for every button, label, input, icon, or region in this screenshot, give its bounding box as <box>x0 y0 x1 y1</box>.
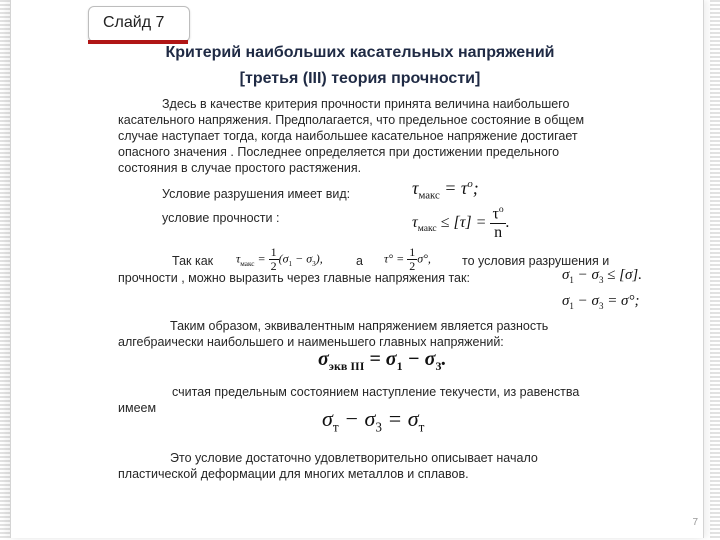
formula-failure-principal: $\sigma_1 - \sigma_3 = \sigma^\circ$; <box>562 293 640 311</box>
strength-condition-text: условие прочности : <box>162 211 280 225</box>
principal-stresses-text: прочности , можно выразить через главные напряжения так: <box>118 271 470 285</box>
formula-equivalent-stress: $\sigma_{экв III} = \sigma_1 - \sigma_3$. <box>318 348 447 373</box>
and-text: а <box>356 254 363 268</box>
failure-condition-text: Условие разрушения имеет вид: <box>162 187 351 201</box>
slide-label-box <box>88 6 190 42</box>
page-number: 7 <box>692 517 698 528</box>
formula-failure: $\tau_{макс} = \tau^o$; <box>412 178 479 202</box>
slide-title: Критерий наибольших касательных напряжений <box>165 44 555 61</box>
formula-tau-max-principal: $\tau_{макс}$ = $\frac{1}{2}$ $(\sigma_1 - \sigma_3)$, <box>236 245 323 274</box>
yield-text: считая предельным состоянием наступление текучести, из равенства <box>172 385 580 399</box>
formula-yield: $\sigma_т - \sigma_3 = \sigma_т$ <box>322 406 425 435</box>
we-have-text: имеем <box>118 401 157 415</box>
intro-paragraph: Здесь в качестве критерия прочности принята величина наибольшего касательного напряжения. Предполагается, что предельное состояние в общем случае наступает тогда, когда наибольшее касательное напряжение достигает опасного значения . Последнее определяется при достижении предельного состояния в случае простого растяжения. <box>118 97 585 175</box>
conclusion-text: Это условие достаточно удовлетворительно описывает начало пластической деформации для многих металлов и сплавов. <box>118 451 538 481</box>
equivalent-stress-text: Таким образом, эквивалентным напряжением является разность алгебраически наибольшего и наименьшего главных напряжений: <box>118 319 549 349</box>
conditions-text: то условия разрушения и <box>462 254 610 268</box>
formula-tau-zero: τ° = $\frac{1}{2}$ σ°, <box>384 245 431 274</box>
formula-strength: $\tau_{макс} \le [\tau]$ = $\frac{\tau^o}{n}$ . <box>412 204 510 241</box>
slide-label: Слайд 7 <box>103 14 165 31</box>
since-text: Так как <box>172 254 214 268</box>
formula-strength-principal: $\sigma_1 - \sigma_3 \le [\sigma]$. <box>562 267 642 285</box>
slide-subtitle: [третья (III) теория прочности] <box>239 70 481 87</box>
